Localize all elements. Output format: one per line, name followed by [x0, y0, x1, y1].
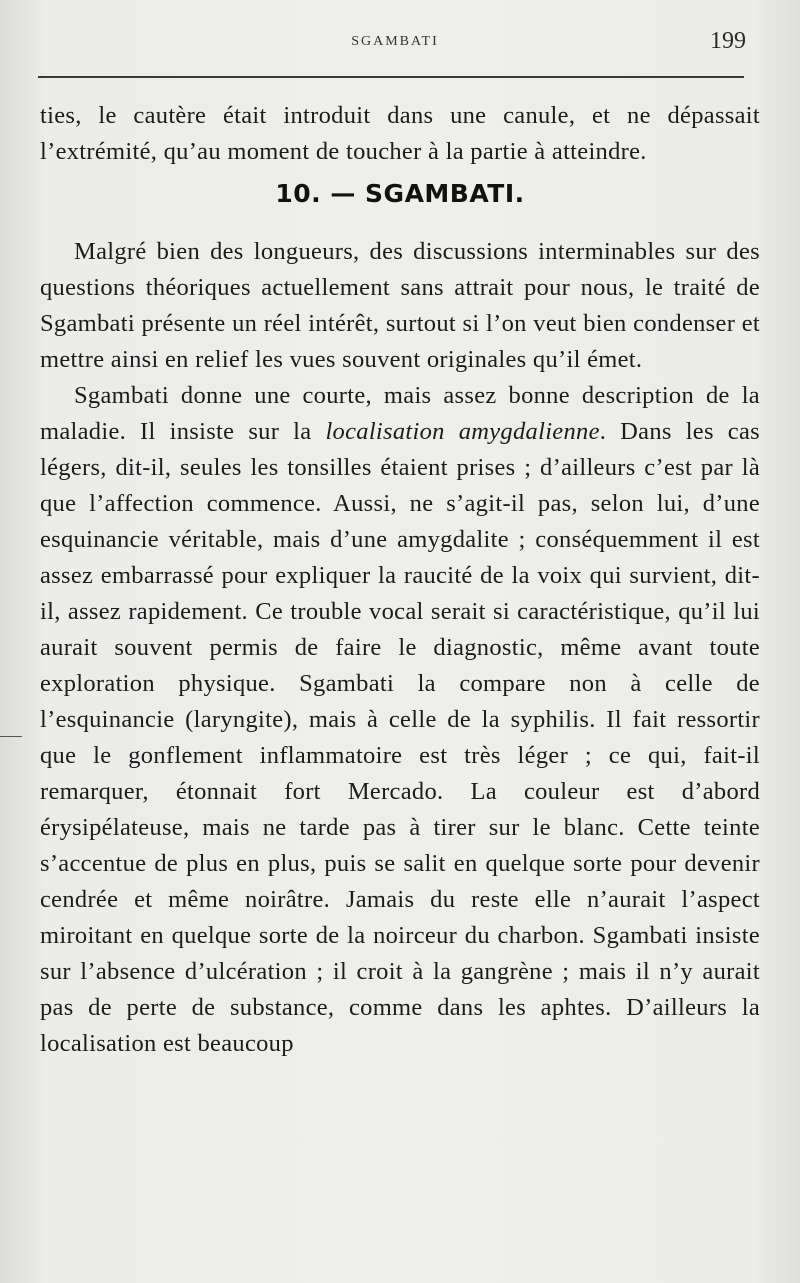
header-rule	[38, 76, 744, 78]
section-heading: 10. — SGAMBATI.	[275, 179, 525, 208]
carryover-paragraph: ties, le cautère était introduit dans une canule, et ne dépassait l’extrémité, qu’au moment de toucher à la partie à atteindre.	[40, 102, 760, 165]
paragraph-2-italic-term: localisation amygdalienne	[325, 418, 600, 445]
paragraph-2-text-end: . Dans les cas légers, dit-il, seules les tonsilles étaient prises ; d’ailleurs c’est par là que l’affection commence. Aussi, ne s’agit-il pas, selon lui, d’une esquinancie véritable, mais d’une amygdalite ; conséquemment il est assez embarrassé pour expliquer la raucité de la voix qui survient, dit-il, assez rapidement. Ce trouble vocal serait si caractéristique, qu’il lui aurait souvent permis de faire le diagnostic, même avant toute exploration physique. Sgambati la compare non à celle de l’esquinancie (laryngite), mais à celle de la syphilis. Il fait ressortir que le gonflement inflammatoire est très léger ; ce qui, fait-il remarquer, étonnait fort Mercado. La couleur est d’abord érysipélateuse, mais ne tarde pas à tirer sur le blanc. Cette teinte s’accentue de plus en plus, puis se salit en quelque sorte pour devenir cendrée et même noirâtre. Jamais du reste elle n’aurait l’aspect miroitant en quelque sorte de la noirceur du charbon. Sgambati insiste sur l’absence d’ulcération ; il croit à la gangrène ; mais il n’y aurait pas de perte de substance, comme dans les aphtes. D’ailleurs la localisation est beaucoup	[40, 418, 760, 1057]
body-text	[40, 98, 760, 1062]
paragraph-1: Malgré bien des longueurs, des discussions interminables sur des questions théoriques actuellement sans attrait pour nous, le traité de Sgambati présente un réel intérêt, surtout si l’on veut bien condenser et mettre ainsi en relief les vues souvent originales qu’il émet.	[40, 238, 760, 373]
page-number: 199	[710, 28, 746, 54]
paragraph-2-text-start: Sgambati donne une courte, mais assez bonne description de la maladie. Il insiste sur la	[40, 382, 760, 445]
paragraph-2	[40, 378, 760, 1062]
running-header	[0, 28, 800, 58]
margin-mark	[0, 736, 22, 737]
running-title: SGAMBATI	[351, 34, 439, 49]
